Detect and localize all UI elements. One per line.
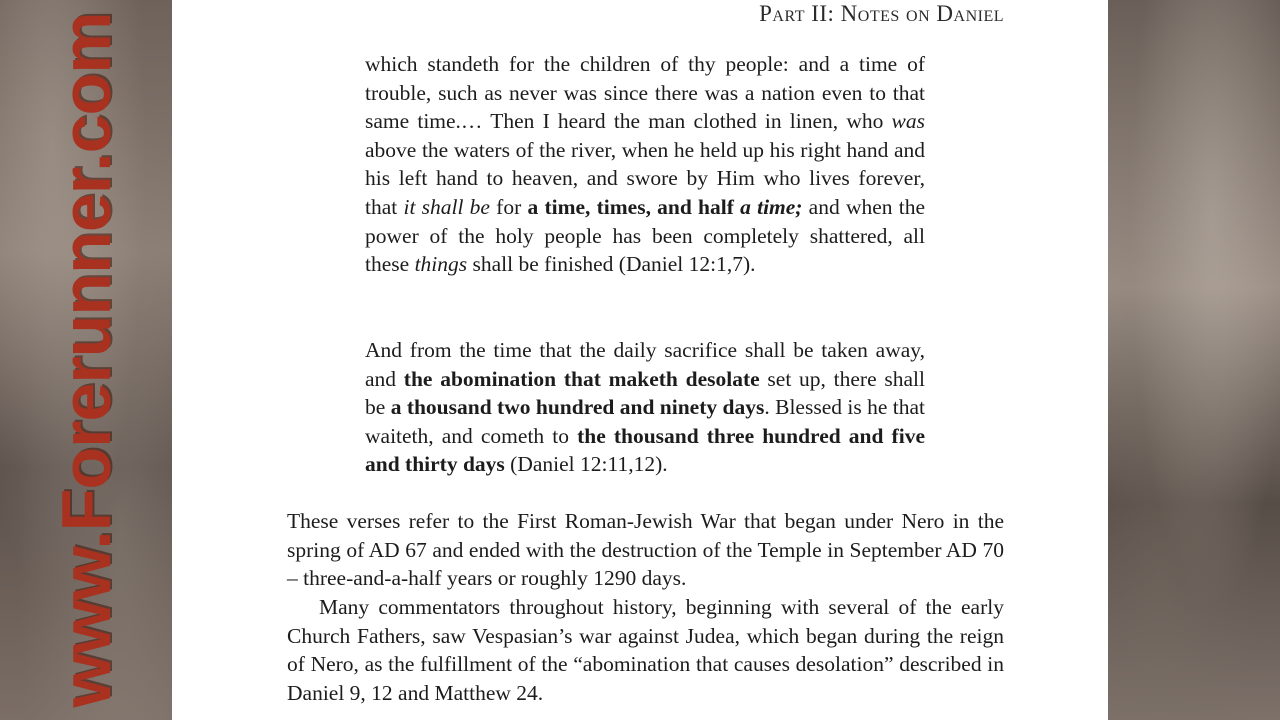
body-paragraph-1: These verses refer to the First Roman-Jewish War that began under Nero in the spring of AD 67 and ended with the destruction of the Temple in September AD 70 – three-and-a-half years or roughly 1290 days. — [287, 509, 1004, 591]
forerunner-watermark: www.Forerunner.com — [47, 12, 125, 708]
body-paragraph-2: Many commentators throughout history, beginning with several of the early Church Fathers, saw Vespasian’s war against Judea, which began during the reign of Nero, as the fulfillment of the “abomination that causes desolation” described in Daniel 9, 12 and Matthew 24. — [287, 595, 1004, 705]
book-page — [172, 0, 1108, 720]
block-quote-daniel-12-1-7 — [365, 50, 925, 279]
quote-text: (Daniel 12:11,12). — [504, 452, 668, 477]
quote-bold-italic: a time; — [740, 194, 803, 219]
quote-text: And from the time that the daily sacrifice shall be taken away, and — [365, 338, 925, 391]
quote-text: above the waters of the river, when he held up his right hand and his left hand to heaven, and swore by Him who lives forever, that — [365, 137, 925, 219]
quote-bold: a thousand two hundred and ninety days — [390, 395, 765, 420]
quote-italic: was — [891, 109, 925, 134]
running-head: Part II: Notes on Daniel — [759, 1, 1004, 26]
left-background-panel — [0, 0, 172, 720]
quote-bold: the abomination that maketh desolate — [403, 366, 760, 391]
quote-bold: a time, times, and half — [527, 194, 741, 219]
quote-text: for — [489, 194, 528, 219]
block-quote-daniel-12-11-12 — [365, 336, 925, 479]
quote-italic: things — [414, 252, 468, 277]
quote-bold: the thousand three hundred and five and thirty days — [365, 423, 925, 477]
quote-text: . Blessed is he that waiteth, and cometh to — [365, 395, 926, 448]
quote-text: set up, there shall be — [365, 366, 925, 420]
right-background-panel — [1108, 0, 1280, 720]
quote-text: which standeth for the children of thy people: and a time of trouble, such as never was since there was a nation even to that same time.… Then I heard the man clothed in linen, who — [365, 52, 925, 134]
quote-bold-italic-wrap — [740, 195, 802, 219]
quote-text: and when the power of the holy people has been completely shattered, all these — [365, 194, 925, 277]
quote-italic: it shall be — [403, 194, 490, 219]
quote-text: shall be finished (Daniel 12:1,7). — [467, 252, 756, 277]
